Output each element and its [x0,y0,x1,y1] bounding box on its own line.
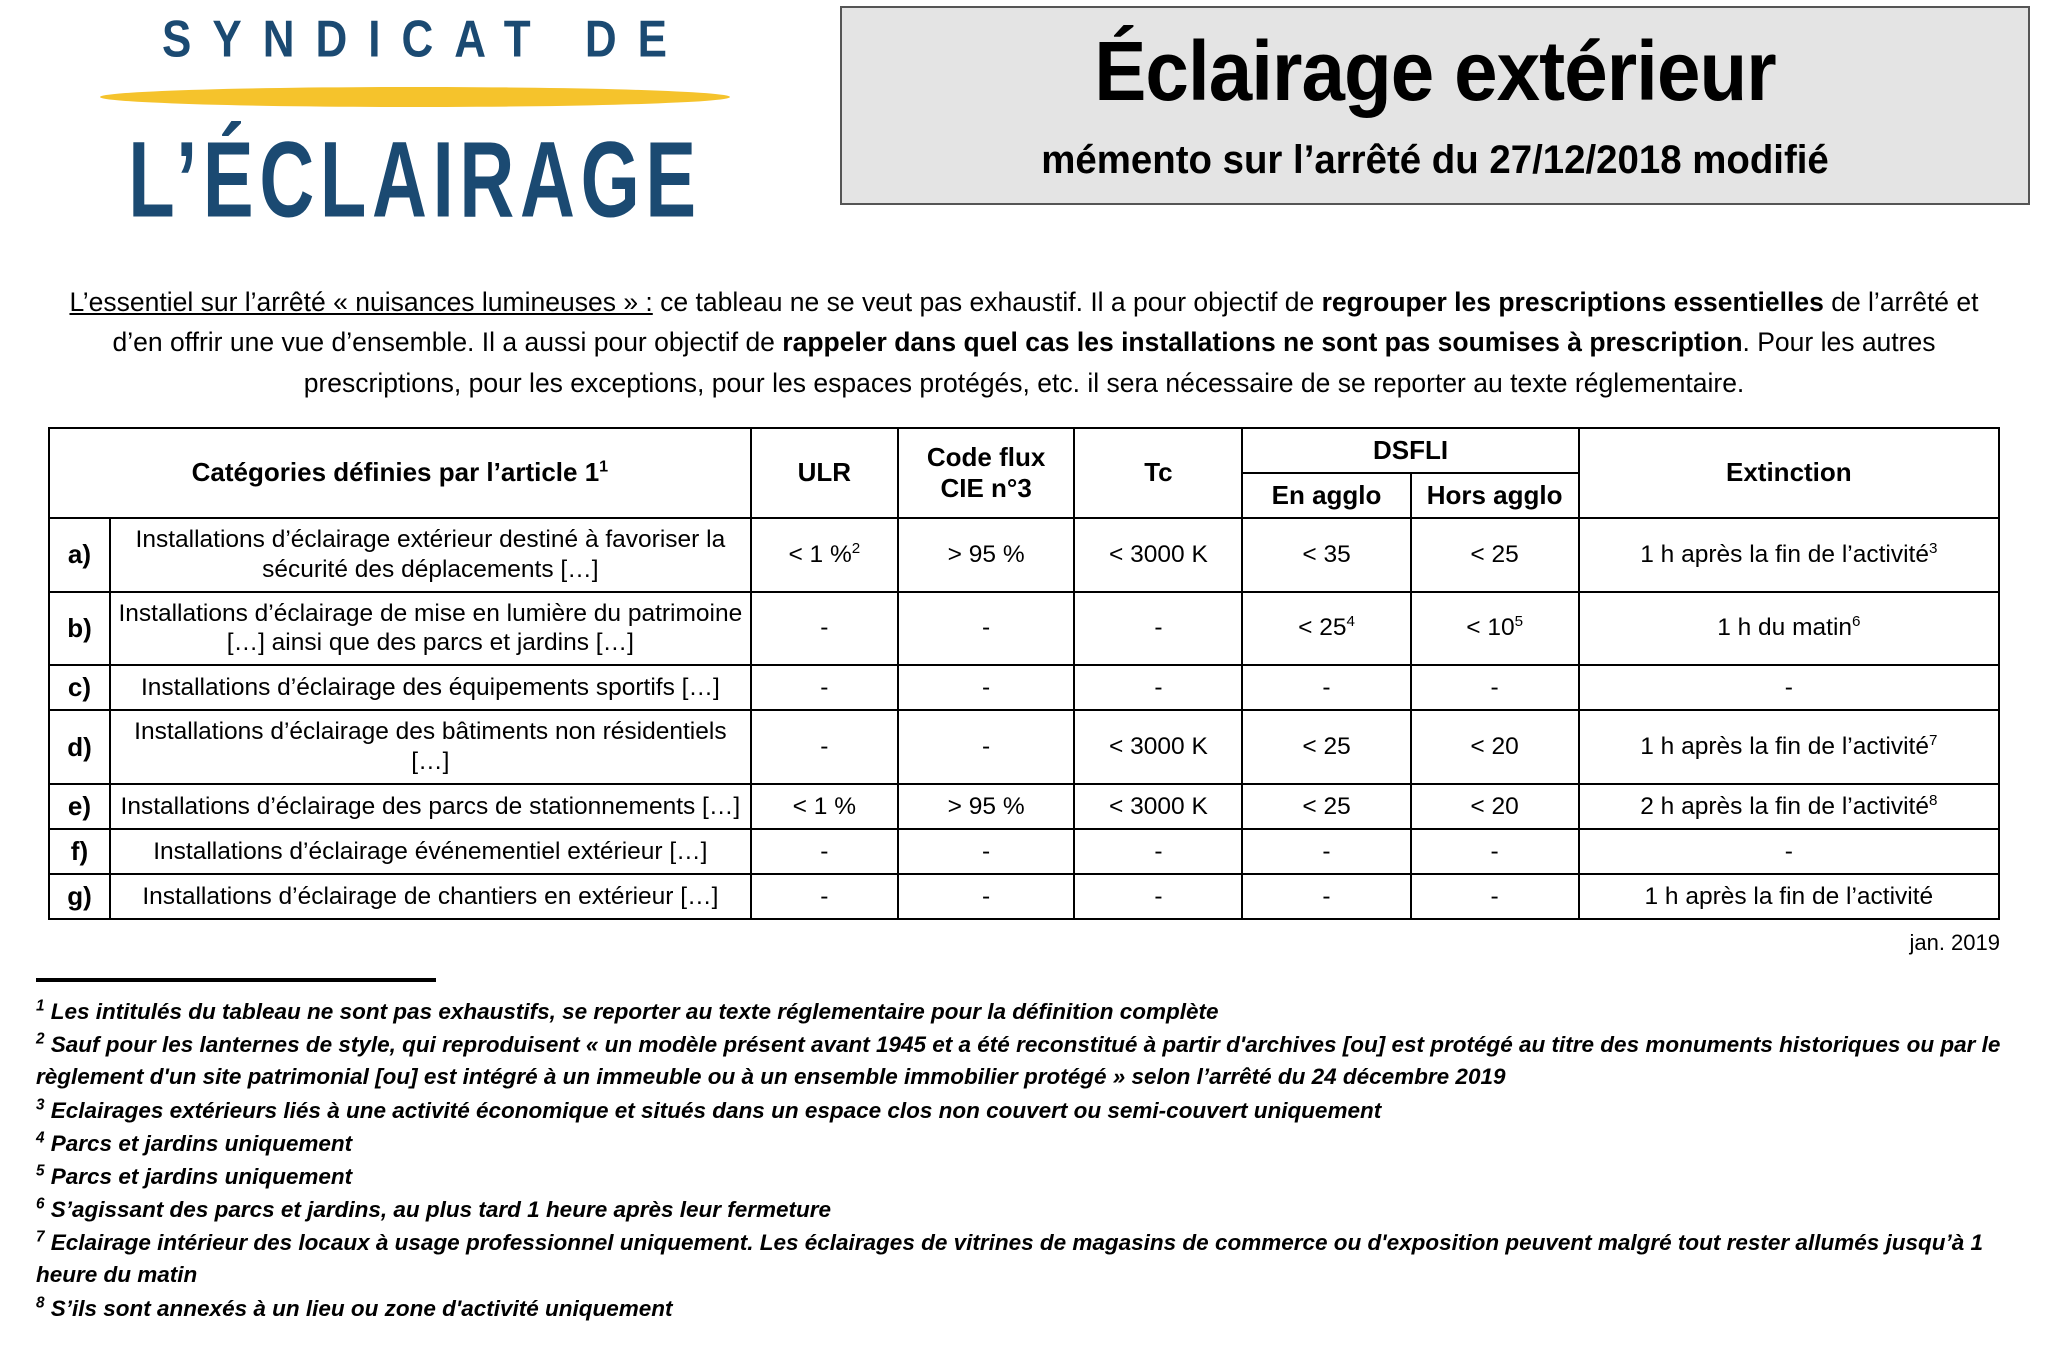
cell-code-flux [898,665,1075,710]
footnote-number: 4 [36,1129,45,1147]
cell-ulr [751,874,898,919]
footnote-number: 5 [36,1162,45,1180]
footnote-item [36,1029,2022,1093]
footnote-item [36,1128,2022,1160]
cell-ulr [751,518,898,592]
cell-code-flux [898,829,1075,874]
table-row [49,784,1999,829]
cell-tc-value: - [1154,673,1163,701]
footnote-number: 6 [36,1195,45,1213]
memo-table-container [48,427,2000,920]
table-row [49,710,1999,784]
cell-tc-value: < 3000 K [1109,540,1208,568]
cell-en-agglo [1242,784,1410,829]
cell-category: Installations d’éclairage de chantiers en extérieur […] [110,874,751,919]
cell-ulr-footnote-ref: 2 [851,539,861,557]
cell-tc [1074,518,1242,592]
cell-row-letter: e) [49,784,110,829]
cell-ulr [751,665,898,710]
footnote-text: Eclairages extérieurs liés à une activité économique et situés dans un espace clos non couvert ou semi-couvert uniquement [44,1097,1382,1123]
publication-date-note: jan. 2019 [1909,930,2000,956]
prescriptions-table [48,427,2000,920]
footnote-text: Parcs et jardins uniquement [44,1130,353,1156]
footnote-item [36,1095,2022,1127]
header-code-flux [898,428,1075,518]
cell-extinction-footnote-ref: 8 [1928,791,1938,809]
footnote-item [36,996,2022,1028]
cell-extinction [1579,784,1999,829]
header-tc: Tc [1074,428,1242,518]
cell-en-agglo-value: < 25 [1302,733,1351,761]
syndicat-eclairage-logo [0,0,830,240]
logo-text-line1: SYNDICAT DE [162,10,688,69]
title-banner [840,6,2030,205]
cell-tc-value: - [1154,882,1163,910]
cell-extinction-footnote-ref: 7 [1928,732,1938,750]
cell-category: Installations d’éclairage de mise en lumière du patrimoine […] ainsi que des parcs et jardins […] [110,592,751,666]
cell-en-agglo-value: - [1322,673,1331,701]
header-hors-agglo: Hors agglo [1411,473,1579,518]
table-row [49,665,1999,710]
cell-hors-agglo [1411,829,1579,874]
cell-extinction-footnote-ref: 6 [1852,613,1861,631]
cell-extinction-value: 2 h après la fin de l’activité [1640,792,1929,820]
footnote-number: 2 [36,1030,45,1048]
header-categories-label: Catégories définies par l’article 1 [191,457,600,488]
cell-code-flux [898,784,1075,829]
cell-ulr-value: - [820,882,829,910]
cell-hors-agglo-footnote-ref: 5 [1514,613,1524,631]
cell-en-agglo-value: < 35 [1302,540,1351,568]
cell-category: Installations d’éclairage des équipements sportifs […] [110,665,751,710]
cell-ulr-value: < 1 % [792,792,856,820]
intro-part2: de l’arrêté et d’en offrir une vue d’ensemble. Il a aussi pour objectif de [112,287,1979,358]
cell-hors-agglo [1411,710,1579,784]
cell-tc [1074,829,1242,874]
header-categories [49,428,751,518]
cell-code-flux-value: - [982,837,991,865]
cell-hors-agglo [1411,518,1579,592]
cell-hors-agglo-value: < 25 [1470,540,1519,568]
header-code-flux-line2: CIE n°3 [940,472,1032,503]
cell-ulr [751,784,898,829]
header-dsfli: DSFLI [1242,428,1578,473]
logo-yellow-lens-shape [0,84,830,110]
page-header [0,0,2048,260]
table-row [49,518,1999,592]
header-categories-footnote-ref: 1 [599,457,609,476]
cell-code-flux [898,710,1075,784]
cell-ulr-value: - [820,673,829,701]
cell-category: Installations d’éclairage événementiel extérieur […] [110,829,751,874]
footnote-number: 7 [36,1228,45,1246]
cell-tc [1074,592,1242,666]
page-subtitle: mémento sur l’arrêté du 27/12/2018 modifié [1041,138,1829,183]
footnote-item [36,1161,2022,1193]
cell-hors-agglo [1411,665,1579,710]
cell-code-flux-value: > 95 % [947,540,1025,568]
table-header-row-1 [49,428,1999,473]
footnotes-section [36,996,2022,1325]
cell-tc [1074,784,1242,829]
cell-extinction-value: 1 h après la fin de l’activité [1640,733,1929,761]
cell-hors-agglo-value: < 10 [1466,614,1515,642]
footnote-text: Les intitulés du tableau ne sont pas exhaustifs, se reporter au texte réglementaire pour la définition complète [44,999,1219,1025]
cell-row-letter: d) [49,710,110,784]
cell-row-letter: c) [49,665,110,710]
cell-extinction-value: 1 h après la fin de l’activité [1644,882,1934,910]
intro-part3: . Pour les autres prescriptions, pour les exceptions, pour les espaces protégés, etc. il sera nécessaire de se reporter au texte réglementaire. [303,327,1936,398]
cell-code-flux-value: - [982,733,991,761]
header-ulr: ULR [751,428,898,518]
intro-paragraph [62,282,1986,403]
cell-ulr [751,592,898,666]
page-title: Éclairage extérieur [1094,24,1776,118]
cell-category: Installations d’éclairage des bâtiments non résidentiels […] [110,710,751,784]
cell-hors-agglo [1411,592,1579,666]
cell-hors-agglo [1411,784,1579,829]
cell-row-letter: b) [49,592,110,666]
footnote-number: 1 [36,997,45,1015]
cell-tc-value: - [1154,614,1163,642]
cell-en-agglo-value: - [1322,837,1331,865]
cell-tc [1074,874,1242,919]
cell-tc-value: < 3000 K [1109,733,1208,761]
table-body [49,518,1999,919]
intro-bold1: regrouper les prescriptions essentielles [1321,287,1824,317]
footnote-text: Eclairage intérieur des locaux à usage professionnel uniquement. Les éclairages de vitrines de magasins de commerce ou d'exposition peuvent malgré tout rester allumés jusqu’à 1 heure du matin [36,1230,1983,1288]
cell-en-agglo [1242,592,1410,666]
footnote-item [36,1293,2022,1325]
header-code-flux-line1: Code flux [926,441,1046,472]
cell-en-agglo-value: - [1322,882,1331,910]
cell-ulr-value: - [820,614,829,642]
cell-extinction-value: - [1784,837,1793,865]
cell-tc-value: - [1154,837,1163,865]
cell-code-flux-value: - [982,673,991,701]
cell-extinction-footnote-ref: 3 [1928,539,1938,557]
cell-extinction [1579,829,1999,874]
cell-hors-agglo [1411,874,1579,919]
cell-hors-agglo-value: - [1490,673,1499,701]
table-row [49,592,1999,666]
logo-text-line2: L’ÉCLAIRAGE [128,119,702,240]
cell-extinction [1579,710,1999,784]
cell-hors-agglo-value: < 20 [1470,733,1519,761]
footnote-separator-rule [36,978,436,982]
cell-category: Installations d’éclairage des parcs de stationnements […] [110,784,751,829]
cell-en-agglo [1242,710,1410,784]
cell-ulr [751,710,898,784]
footnote-number: 3 [36,1096,45,1114]
intro-lead: L’essentiel sur l’arrêté « nuisances lumineuses » : [69,287,653,317]
cell-en-agglo-footnote-ref: 4 [1346,613,1355,631]
intro-bold2: rappeler dans quel cas les installations ne sont pas soumises à prescription [782,327,1743,358]
cell-hors-agglo-value: - [1490,837,1499,865]
logo-yellow-bar [100,87,730,107]
cell-code-flux-value: - [982,882,991,910]
cell-extinction [1579,665,1999,710]
cell-tc-value: < 3000 K [1109,792,1208,820]
cell-extinction-value: 1 h du matin [1717,614,1853,642]
intro-part1: ce tableau ne se veut pas exhaustif. Il a pour objectif de [652,287,1322,317]
cell-ulr-value: - [820,837,829,865]
footnote-item [36,1194,2022,1226]
cell-en-agglo [1242,829,1410,874]
cell-en-agglo [1242,874,1410,919]
header-extinction: Extinction [1579,428,1999,518]
cell-extinction [1579,874,1999,919]
footnote-item [36,1227,2022,1291]
cell-hors-agglo-value: < 20 [1470,792,1519,820]
cell-en-agglo [1242,518,1410,592]
header-en-agglo: En agglo [1242,473,1410,518]
table-header [49,428,1999,518]
cell-row-letter: f) [49,829,110,874]
footnote-text: Sauf pour les lanternes de style, qui reproduisent « un modèle présent avant 1945 et a été reconstitué à partir d'archives [ou] est protégé au titre des monuments historiques ou par le règlement d'un site patrimonial [ou] est intégré à un immeuble ou à un ensemble immobilier protégé » selon l’arrêté du 24 décembre 2019 [36,1032,2001,1090]
cell-ulr [751,829,898,874]
cell-ulr-value: - [820,733,829,761]
footnote-text: Parcs et jardins uniquement [44,1163,353,1189]
cell-row-letter: g) [49,874,110,919]
cell-en-agglo-value: < 25 [1298,614,1347,642]
footnote-text: S’ils sont annexés à un lieu ou zone d'activité uniquement [44,1295,673,1321]
cell-code-flux-value: > 95 % [947,792,1025,820]
table-row [49,874,1999,919]
cell-row-letter: a) [49,518,110,592]
cell-category: Installations d’éclairage extérieur destiné à favoriser la sécurité des déplacements […] [110,518,751,592]
footnote-number: 8 [36,1294,45,1312]
cell-tc [1074,710,1242,784]
cell-code-flux [898,874,1075,919]
cell-code-flux [898,518,1075,592]
table-row [49,829,1999,874]
cell-en-agglo-value: < 25 [1302,792,1351,820]
cell-tc [1074,665,1242,710]
cell-ulr-value: < 1 % [788,540,852,568]
cell-extinction [1579,592,1999,666]
cell-extinction [1579,518,1999,592]
cell-extinction-value: 1 h après la fin de l’activité [1640,540,1929,568]
footnote-text: S’agissant des parcs et jardins, au plus tard 1 heure après leur fermeture [44,1197,832,1223]
cell-extinction-value: - [1784,673,1793,701]
cell-hors-agglo-value: - [1490,882,1499,910]
cell-en-agglo [1242,665,1410,710]
cell-code-flux [898,592,1075,666]
cell-code-flux-value: - [982,614,991,642]
